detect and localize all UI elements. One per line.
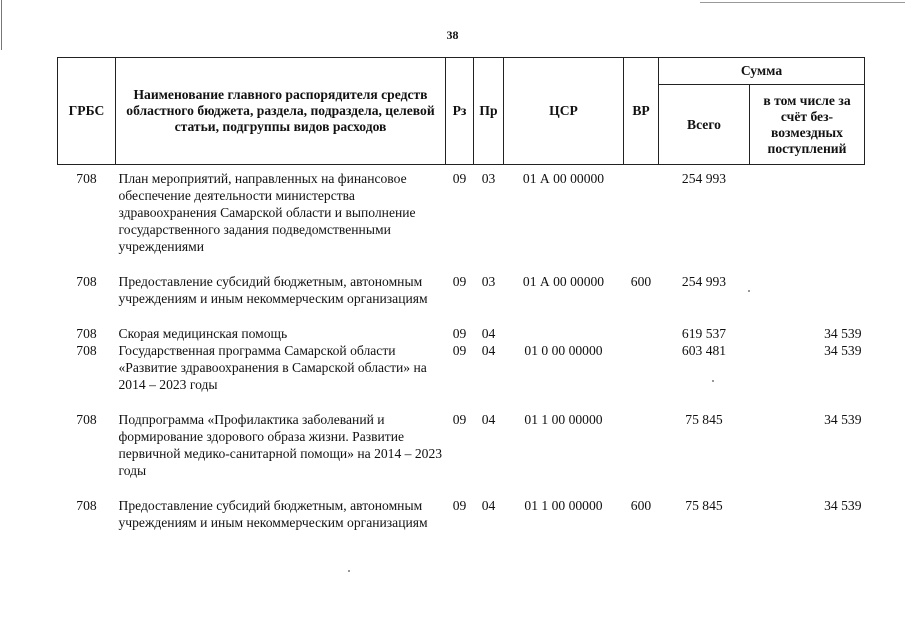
cell-csr: 01 1 00 00000 xyxy=(524,498,603,513)
cell-pr: 03 xyxy=(481,171,496,186)
cell-rz: 09 xyxy=(452,326,467,341)
cell-total: 619 537 xyxy=(681,326,727,341)
cell-rz: 09 xyxy=(452,274,467,289)
cell-grbs: 708 xyxy=(76,412,97,427)
table-row xyxy=(58,497,865,531)
header-vr: ВР xyxy=(624,58,659,165)
cell-free: 34 539 xyxy=(824,498,862,513)
cell-vr: 600 xyxy=(630,274,652,289)
scan-speck xyxy=(348,570,350,572)
cell-pr: 04 xyxy=(481,498,496,513)
row-spacer xyxy=(58,393,865,411)
header-row xyxy=(58,58,865,85)
cell-grbs: 708 xyxy=(76,326,97,341)
cell-vr xyxy=(624,325,659,342)
cell-rz: 09 xyxy=(452,498,467,513)
cell-csr: 01 А 00 00000 xyxy=(522,274,605,289)
cell-name: Подпрограмма «Профилактика заболеваний и формирование здорового образа жизни. Развитие первичной медико-санитарной помощи» на 2014 – 2023 годы xyxy=(118,412,443,478)
header-grbs: ГРБС xyxy=(58,58,116,165)
cell-total: 603 481 xyxy=(681,343,727,358)
page-number: 38 xyxy=(446,28,459,42)
header-free: в том числе за счёт без-возмездных поступлений xyxy=(750,85,865,165)
cell-rz: 09 xyxy=(452,343,467,358)
table-row xyxy=(58,342,865,393)
cell-csr xyxy=(504,325,624,342)
cell-vr xyxy=(624,342,659,393)
header-rz: Рз xyxy=(446,58,474,165)
cell-free: 34 539 xyxy=(824,412,862,427)
cell-name: Предоставление субсидий бюджетным, автономным учреждениям и иным некоммерческим организациям xyxy=(118,498,428,530)
header-pr: Пр xyxy=(474,58,504,165)
row-spacer xyxy=(58,479,865,497)
cell-rz: 09 xyxy=(452,412,467,427)
table-row xyxy=(58,325,865,342)
row-spacer xyxy=(58,255,865,273)
cell-grbs: 708 xyxy=(76,171,97,186)
cell-free xyxy=(750,165,865,256)
cell-pr: 04 xyxy=(481,343,496,358)
cell-free xyxy=(750,273,865,307)
cell-total: 75 845 xyxy=(685,412,723,427)
cell-total: 75 845 xyxy=(685,498,723,513)
cell-grbs: 708 xyxy=(76,274,97,289)
cell-rz: 09 xyxy=(452,171,467,186)
cell-csr: 01 1 00 00000 xyxy=(524,412,603,427)
cell-pr: 03 xyxy=(481,274,496,289)
cell-pr: 04 xyxy=(481,412,496,427)
row-spacer xyxy=(58,307,865,325)
cell-name: Скорая медицинская помощь xyxy=(118,326,288,341)
table-row xyxy=(58,165,865,256)
table-row xyxy=(58,411,865,479)
table-row xyxy=(58,273,865,307)
cell-total: 254 993 xyxy=(681,274,727,289)
cell-name: План мероприятий, направленных на финансовое обеспечение деятельности министерства здравоохранения Самарской области и выполнение государственного задания подведомственными учреждениями xyxy=(118,171,416,254)
cell-grbs: 708 xyxy=(76,498,97,513)
budget-table xyxy=(57,57,865,531)
header-total: Всего xyxy=(659,85,750,165)
cell-csr: 01 А 00 00000 xyxy=(522,171,605,186)
cell-name: Предоставление субсидий бюджетным, автономным учреждениям и иным некоммерческим организациям xyxy=(118,274,428,306)
cell-vr: 600 xyxy=(630,498,652,513)
cell-free: 34 539 xyxy=(824,326,862,341)
scan-artifact-line xyxy=(700,2,905,3)
header-sum: Сумма xyxy=(659,58,865,85)
cell-vr xyxy=(624,165,659,256)
cell-pr: 04 xyxy=(481,326,496,341)
header-csr: ЦСР xyxy=(504,58,624,165)
cell-total: 254 993 xyxy=(681,171,727,186)
header-name: Наименование главного распорядителя средств областного бюджета, раздела, подраздела, целевой статьи, подгруппы видов расходов xyxy=(116,58,446,165)
cell-name: Государственная программа Самарской области «Развитие здравоохранения в Самарской области» на 2014 – 2023 годы xyxy=(118,343,427,392)
cell-csr: 01 0 00 00000 xyxy=(524,343,603,358)
cell-grbs: 708 xyxy=(76,343,97,358)
cell-free: 34 539 xyxy=(824,343,862,358)
cell-vr xyxy=(624,411,659,479)
